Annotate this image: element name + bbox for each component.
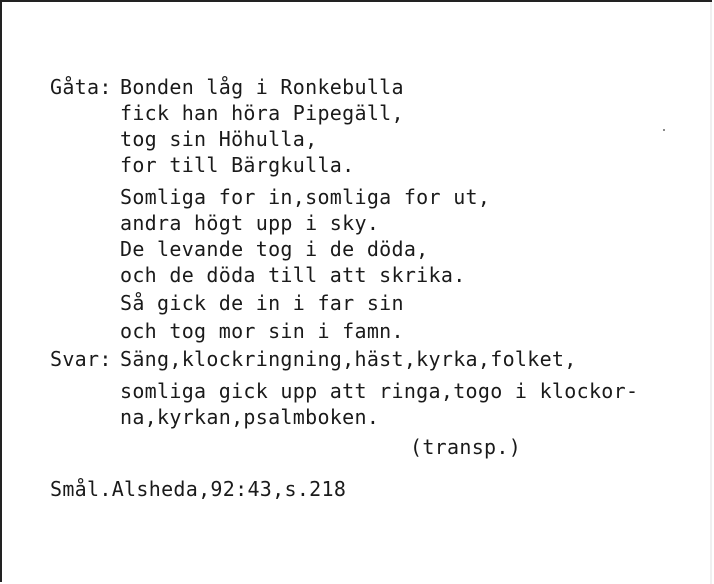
- answer-line: Säng,klockringning,häst,kyrka,folket,: [120, 347, 577, 371]
- riddle-line: for till Bärgkulla.: [120, 153, 355, 177]
- source-reference: Smål.Alsheda,92:43,s.218: [50, 477, 347, 501]
- riddle-line: andra högt upp i sky.: [120, 211, 380, 235]
- riddle-line: och de döda till att skrika.: [120, 263, 466, 287]
- riddle-line: Somliga for in,somliga for ut,: [120, 185, 491, 209]
- riddle-label: Gåta:: [50, 75, 112, 99]
- riddle-line: Bonden låg i Ronkebulla: [120, 75, 404, 99]
- riddle-line: och tog mor sin i famn.: [120, 319, 404, 343]
- riddle-line: fick han höra Pipegäll,: [120, 101, 404, 125]
- answer-label: Svar:: [50, 347, 112, 371]
- card-edge: [710, 2, 712, 584]
- riddle-line: Så gick de in i far sin: [120, 291, 404, 315]
- riddle-line: tog sin Höhulla,: [120, 127, 318, 151]
- answer-line: na,kyrkan,psalmboken.: [120, 405, 380, 429]
- paper-speck: [663, 129, 665, 131]
- answer-line: somliga gick upp att ringa,togo i klockor-: [120, 379, 639, 403]
- riddle-line: De levande tog i de döda,: [120, 237, 429, 261]
- transposition-note: (transp.): [410, 435, 522, 459]
